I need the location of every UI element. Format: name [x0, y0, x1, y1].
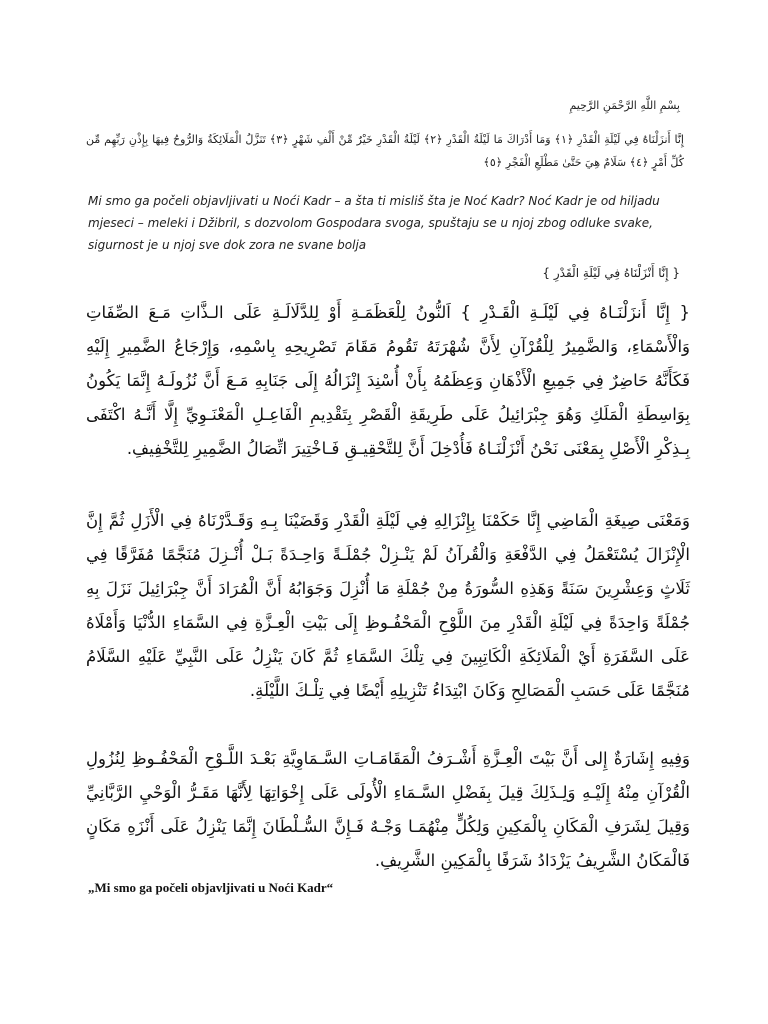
- verse-heading: { إِنَّا أَنْزَلْنَاهُ فِي لَيْلَةِ الْقَدْرِ }: [542, 266, 680, 280]
- basmala: بِسْمِ اللَّهِ الرَّحْمَنِ الرَّحِيمِ: [569, 99, 680, 112]
- tafsir-paragraph-2: وَمَعْنَى صِيغَةِ الْمَاضِي إِنَّا حَكَمْنَا بِإِنْزَالِهِ فِي لَيْلَةِ الْقَدْرِ وَقَضَيْنَا بِـهِ وَقَـدَّرْنَاهُ فِي الْأَزَلِ ثُمَّ إِنَّ الْإِنْزَالَ يُسْتَعْمَلُ فِي الدَّفْعَةِ وَالْقُرآنُ لَمْ يَنْـزِلْ جُمْلَـةً وَاحِـدَةً بَـلْ أُنْـزِلَ مُنَجَّمًا مُفَرَّقًا فِي ثَلَاثٍ وَعِشْرِينَ سَنَةً وَهَذِهِ السُّورَةُ مِنْ جُمْلَةِ مَا أُنْزِلَ وَجَوَابُهُ أَنَّ الْمُرَادَ أَنَّ جِبْرَائِيلَ نَزَلَ بِهِ جُمْلَةً وَاحِدَةً فِي لَيْلَةِ الْقَدْرِ مِنَ اللَّوْحِ الْمَحْفُـوظِ إِلَى بَيْتِ الْعِـزَّةِ فِي السَّمَاءِ الدُّنْيَا وَأَمْلَاهُ عَلَى السَّفَرَةِ أَيْ الْمَلَائِكَةِ الْكَاتِبِينَ فِي تِلْكَ السَّمَاءِ ثُمَّ كَانَ يَنْزِلُ عَلَى النَّبِيِّ عَلَيْهِ السَّلَامُ مُنَجَّمًا عَلَى حَسَبِ الْمَصَالِحِ وَكَانَ ابْتِدَاءُ تَنْزِيلِهِ أَيْضًا فِي تِلْـكَ اللَّيْلَةِ.: [86, 511, 690, 700]
- surah-verses: إِنَّا أَنزَلْنَاهُ فِي لَيْلَةِ الْقَدْرِ ﴿١﴾ وَمَا أَدْرَاكَ مَا لَيْلَةُ الْقَدْرِ ﴿٢﴾ لَيْلَةُ الْقَدْرِ خَيْرٌ مِّنْ أَلْفِ شَهْرٍ ﴿٣﴾ تَنَزَّلُ الْمَلَائِكَةُ وَالرُّوحُ فِيهَا بِإِذْنِ رَبِّهِم مِّن كُلِّ أَمْرٍ ﴿٤﴾ سَلَامٌ هِيَ حَتَّىٰ مَطْلَعِ الْفَجْرِ ﴿٥﴾: [86, 133, 684, 169]
- tafsir-paragraph-1: { إِنَّا أَنزَلْنَـاهُ فِي لَيْلَـةِ الْقَـدْرِ } اَلنُّونُ لِلْعَظَمَـةِ أَوْ لِلدَّلَالَـةِ عَلَى الـذَّاتِ مَـعَ الصِّفَاتِ وَالْأَسْمَاءِ، وَالضَّمِيرُ لِلْقُرْآنِ لِأَنَّ شُهْرَتَهُ تَقُومُ مَقَامَ تَصْرِيحِهِ بِاسْمِهِ، وَإِرْجَاعُ الضَّمِيرِ إِلَيْهِ فَكَأَنَّهُ حَاضِرٌ فِي جَمِيعِ الْأَذْهَانِ وَعِظَمُهُ بِأَنْ أُسْنِدَ إِنْزَالُهُ إِلَى جَنَابِهِ مَـعَ أَنَّ نُزُولَـهُ إِنَّمَا يَكُونُ بِوَاسِطَةِ الْمَلَكِ وَهُوَ جِبْرَائِيلُ عَلَى طَرِيقَةِ الْقَصْرِ بِتَقْدِيمِ الْفَاعِـلِ الْمَعْنَـوِيِّ إِلَّا أَنَّـهُ اكْتَفَى بِـذِكْرِ الْأَصْلِ بِمَعْنَى نَحْنُ أَنْزَلْنَـاهُ فَأُدْخِلَ أَنَّ لِلتَّحْقِيـقِ فَـاخْتِيرَ اتِّصَالُ الضَّمِيرِ لِلتَّخْفِيفِ.: [86, 303, 690, 458]
- bosnian-translation: Mi smo ga počeli objavljivati u Noći Kadr – a šta ti misliš šta je Noć Kadr? Noć Kadr je od hiljadu mjeseci – meleki i Džibril, s dozvolom Gospodara svoga, spuštaju se u njoj zbog odluke svake, sigurnost je u njoj sve dok zora ne svane bolja: [88, 194, 660, 252]
- tafsir-paragraph-3: وَفِيهِ إِشَارَةٌ إِلى أَنَّ بَيْتَ الْعِـزَّةِ أَشْـرَفُ الْمَقَامَـاتِ السَّـمَاوِيَّةِ بَعْـدَ اللَّـوْحِ الْمَحْفُـوظِ لِنُزُولِ الْقُرْآنِ مِنْهُ إِلَيْـهِ وَلِـذَلِكَ قِيلَ بِفَضْلِ السَّـمَاءِ الْأُولَى عَلَى إِخْوَاتِهَا لِأَنَّهَا مَقَـرُّ الْوَحْيِ الرَّبَّانِيِّ وَقِيلَ لِشَرَفِ الْمَكَانِ بِالْمَكِينِ وَلِكُلٍّ مِنْهُمَـا وَجْـهٌ فَـإِنَّ السُّـلْطَانَ إِنَّمَا يَنْزِلُ عَلَى أَنْزَهِ مَكَانٍ فَالْمَكَانُ الشَّرِيفُ يَزْدَادُ شَرَفًا بِالْمَكِينِ الشَّرِيفِ.: [86, 749, 690, 870]
- section-title: „Mi smo ga počeli objavljivati u Noći Kadr“: [88, 880, 334, 895]
